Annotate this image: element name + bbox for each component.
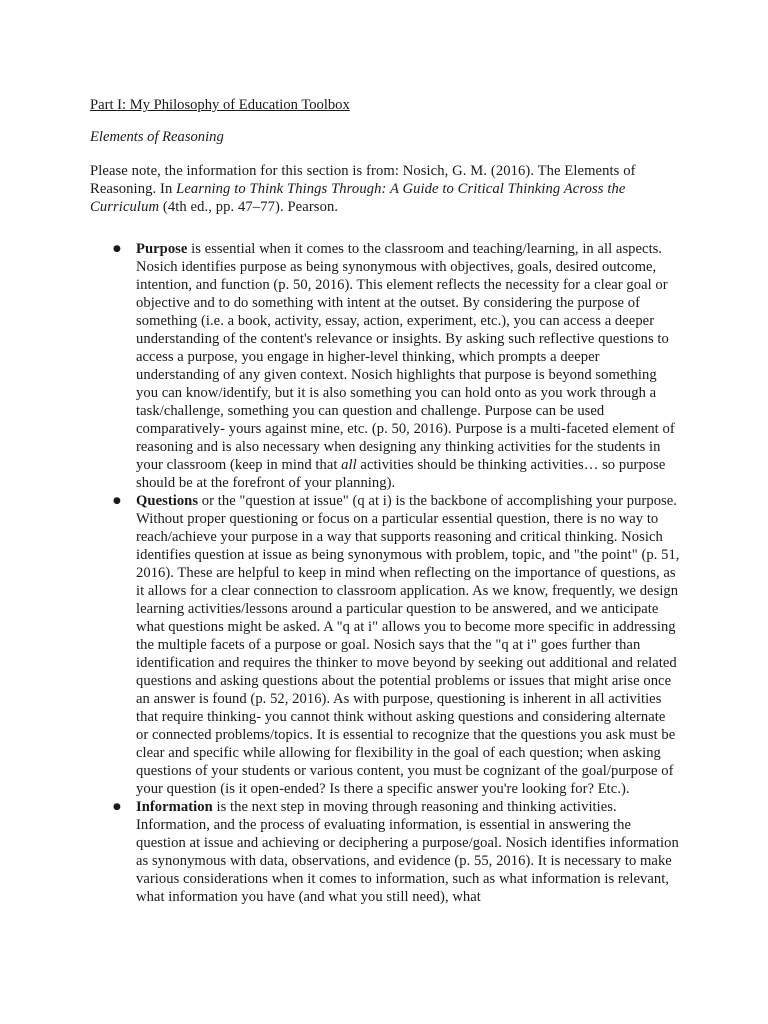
list-item-purpose — [90, 240, 680, 492]
bullet-icon: ● — [113, 802, 121, 812]
bullet-icon: ● — [113, 496, 121, 506]
elements-list — [90, 240, 680, 906]
term-questions: Questions — [136, 493, 199, 509]
information-text: is the next step in moving through reasoning and thinking activities. Information, and the process of evaluating information, is essential in answering the question at issue and achieving or deciphering a purpose/goal. Nosich identifies information as synonymous with data, observations, and evidence (p. 55, 2016). It is necessary to make various considerations when it comes to information, such as what information is relevant, what information you have (and what you still need), what — [136, 799, 679, 905]
document-page — [90, 96, 680, 906]
source-note-end: (4th ed., pp. 47–77). Pearson. — [159, 199, 339, 215]
purpose-emphasis: all — [341, 457, 357, 473]
source-note-text: Please note, the information for this section is from: Nosich, G. M. (2016). The Elements of Reasoning. In — [90, 163, 636, 197]
list-item-questions — [90, 492, 680, 798]
source-book-title: Learning to Think Things Through: A Guide to Critical Thinking Across the Curriculum — [90, 181, 626, 215]
purpose-text: is essential when it comes to the classroom and teaching/learning, in all aspects. Nosich identifies purpose as being synonymous with objectives, goals, desired outcome, intention, and function (p. 50, 2016). This element reflects the necessity for a clear goal or objective and to do something with intent at the outset. By considering the purpose of something (i.e. a book, activity, essay, action, experiment, etc.), you can access a deeper understanding of the content's relevance or insights. By asking such reflective questions to access a purpose, you engage in higher-level thinking, which prompts a deeper understanding of any given context. Nosich highlights that purpose is beyond something you can know/identify, but it is also something you can hold onto as you work through a task/challenge, something you can question and challenge. Purpose can be used comparatively- yours against mine, etc. (p. 50, 2016). Purpose is a multi-faceted element of reasoning and is also necessary when designing any thinking activities for the students in your classroom (keep in mind that — [136, 241, 675, 473]
questions-text: or the "question at issue" (q at i) is the backbone of accomplishing your purpose. Without proper questioning or focus on a particular essential question, there is no way to reach/achieve your purpose in a way that supports reasoning and critical thinking. Nosich identifies question at issue as being synonymous with problem, topic, and "the point" (p. 51, 2016). These are helpful to keep in mind when reflecting on the importance of questions, as it allows for a clear connection to classroom application. As we know, frequently, we design learning activities/lessons around a particular question to be answered, and we anticipate what questions might be asked. A "q at i" allows you to become more specific in addressing the multiple facets of a purpose or goal. Nosich says that the "q at i" goes further than identification and requires the thinker to move beyond by seeking out additional and related questions and asking questions about the potential problems or issues that might arise once an answer is found (p. 52, 2016). As with purpose, questioning is inherent in all activities that require thinking- you cannot think without asking questions and considering alternate or connected problems/topics. It is essential to recognize that the questions you ask must be clear and specific while allowing for flexibility in the goal of each question; when asking questions of your students or various content, you must be cognizant of the goal/purpose of your question (is it open-ended? Is there a specific answer you're looking for? Etc.). — [136, 493, 680, 797]
term-purpose: Purpose — [136, 241, 188, 257]
list-item-information — [90, 798, 680, 906]
document-title: Part I: My Philosophy of Education Toolbox — [90, 97, 350, 113]
bullet-icon: ● — [113, 244, 121, 254]
purpose-text-end: activities should be thinking activities… so purpose should be at the forefront of your planning). — [136, 457, 666, 491]
section-subtitle: Elements of Reasoning — [90, 129, 224, 145]
source-note — [90, 162, 680, 216]
term-information: Information — [136, 799, 213, 815]
